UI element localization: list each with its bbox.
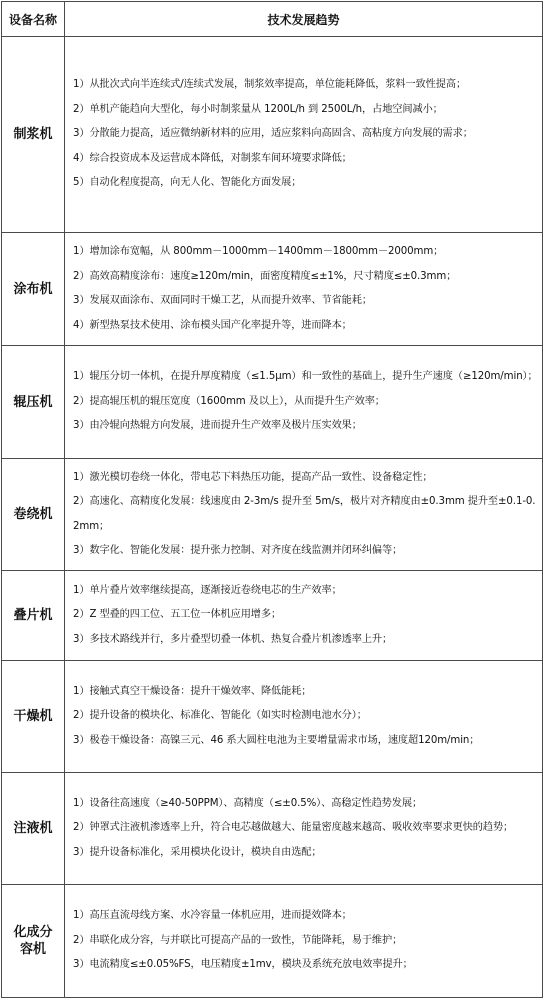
equipment-name: 涂布机 bbox=[2, 233, 65, 346]
trend-item: 1）从批次式向半连续式/连续式发展，制浆效率提高，单位能耗降低，浆料一致性提高； bbox=[73, 79, 467, 91]
trend-item: 4）新型热泵技术使用、涂布模头国产化率提升等，进而降本； bbox=[73, 319, 352, 331]
trend-item: 4）综合投资成本及运营成本降低，对制浆车间环境要求降低； bbox=[73, 152, 352, 164]
trend-list bbox=[65, 773, 543, 885]
equipment-name: 制浆机 bbox=[2, 37, 65, 233]
trend-item: 3）提升设备标准化，采用模块化设计，模块自由选配； bbox=[73, 846, 322, 858]
table-body bbox=[2, 37, 543, 998]
equipment-name: 化成分容机 bbox=[2, 885, 65, 998]
table-row bbox=[2, 233, 543, 346]
trend-item: 2）Z 型叠的四工位、五工位一体机应用增多； bbox=[73, 609, 282, 621]
table-header-row bbox=[2, 2, 543, 37]
table-row bbox=[2, 885, 543, 998]
trend-list bbox=[65, 459, 543, 571]
trend-list bbox=[65, 571, 543, 661]
trend-item: 3）多技术路线并行，多片叠型切叠一体机、热复合叠片机渗透率上升； bbox=[73, 633, 393, 645]
equipment-name: 叠片机 bbox=[2, 571, 65, 661]
trend-item: 2）单机产能趋向大型化，每小时制浆量从 1200L/h 到 2500L/h，占地空间减小； bbox=[73, 103, 443, 115]
trend-list bbox=[65, 661, 543, 773]
header-tech-trend: 技术发展趋势 bbox=[65, 2, 543, 37]
trend-list bbox=[65, 885, 543, 998]
equipment-name: 辊压机 bbox=[2, 346, 65, 459]
trend-item: 1）增加涂布宽幅，从 800mm－1000mm－1400mm－1800mm－2000mm； bbox=[73, 246, 444, 257]
trend-item: 3）数字化、智能化发展：提升张力控制、对齐度在线监测并闭环纠偏等； bbox=[73, 545, 403, 556]
trend-item: 3）分散能力提高，适应微纳新材料的应用，适应浆料向高固含、高粘度方向发展的需求； bbox=[73, 128, 473, 140]
table-row bbox=[2, 37, 543, 233]
trend-list bbox=[65, 233, 543, 346]
trend-item: 3）发展双面涂布、双面同时干燥工艺，从而提升效率、节省能耗； bbox=[73, 295, 372, 306]
table-row bbox=[2, 571, 543, 661]
trend-item: 1）单片叠片效率继续提高，逐渐接近卷绕电芯的生产效率； bbox=[73, 584, 342, 596]
trend-item: 1）辊压分切一体机，在提升厚度精度（≤1.5μm）和一致性的基础上，提升生产速度（≥120m/min）； bbox=[73, 371, 538, 383]
table-row bbox=[2, 661, 543, 773]
trend-item: 1）高压直流母线方案、水冷容量一体机应用，进而提效降本； bbox=[73, 910, 352, 922]
equipment-name: 干燥机 bbox=[2, 661, 65, 773]
trend-item: 1）接触式真空干燥设备：提升干燥效率、降低能耗； bbox=[73, 685, 312, 697]
trend-item: 5）自动化程度提高，向无人化、智能化方面发展； bbox=[73, 177, 302, 189]
trend-item: 2）钟罩式注液机渗透率上升，符合电芯越做越大、能量密度越来越高、吸收效率要求更快的趋势； bbox=[73, 822, 514, 834]
trend-item: 3）极卷干燥设备：高镍三元、46 系大圆柱电池为主要增量需求市场，速度超120m/min； bbox=[73, 734, 480, 746]
trend-item: 2）提升设备的模块化、标准化、智能化（如实时检测电池水分）； bbox=[73, 710, 367, 722]
table-row bbox=[2, 459, 543, 571]
equipment-name: 卷绕机 bbox=[2, 459, 65, 571]
trend-list bbox=[65, 346, 543, 459]
table-row bbox=[2, 346, 543, 459]
trend-item: 2）高速化、高精度化发展：线速度由 2-3m/s 提升至 5m/s，极片对齐精度由±0.3mm 提升至±0.1-0.2mm； bbox=[73, 496, 536, 532]
equipment-trend-table bbox=[1, 1, 543, 998]
trend-item: 3）电流精度≤±0.05%FS，电压精度±1mv，模块及系统充放电效率提升； bbox=[73, 959, 413, 971]
trend-item: 2）高效高精度涂布：速度≥120m/min，面密度精度≤±1%，尺寸精度≤±0.3mm； bbox=[73, 270, 457, 282]
trend-item: 2）提高辊压机的辊压宽度（1600mm 及以上），从而提升生产效率； bbox=[73, 395, 385, 407]
table-row bbox=[2, 773, 543, 885]
trend-list bbox=[65, 37, 543, 233]
trend-item: 2）串联化成分容，与并联比可提高产品的一致性，节能降耗，易于维护； bbox=[73, 934, 403, 946]
trend-item: 1）激光模切卷绕一体化，带电芯下料热压功能，提高产品一致性、设备稳定性； bbox=[73, 471, 433, 483]
header-equipment-name: 设备名称 bbox=[2, 2, 65, 37]
trend-item: 3）由冷辊向热辊方向发展，进而提升生产效率及极片压实效果； bbox=[73, 420, 362, 432]
equipment-name: 注液机 bbox=[2, 773, 65, 885]
trend-item: 1）设备往高速度（≥40-50PPM）、高精度（≤±0.5%）、高稳定性趋势发展； bbox=[73, 797, 423, 809]
